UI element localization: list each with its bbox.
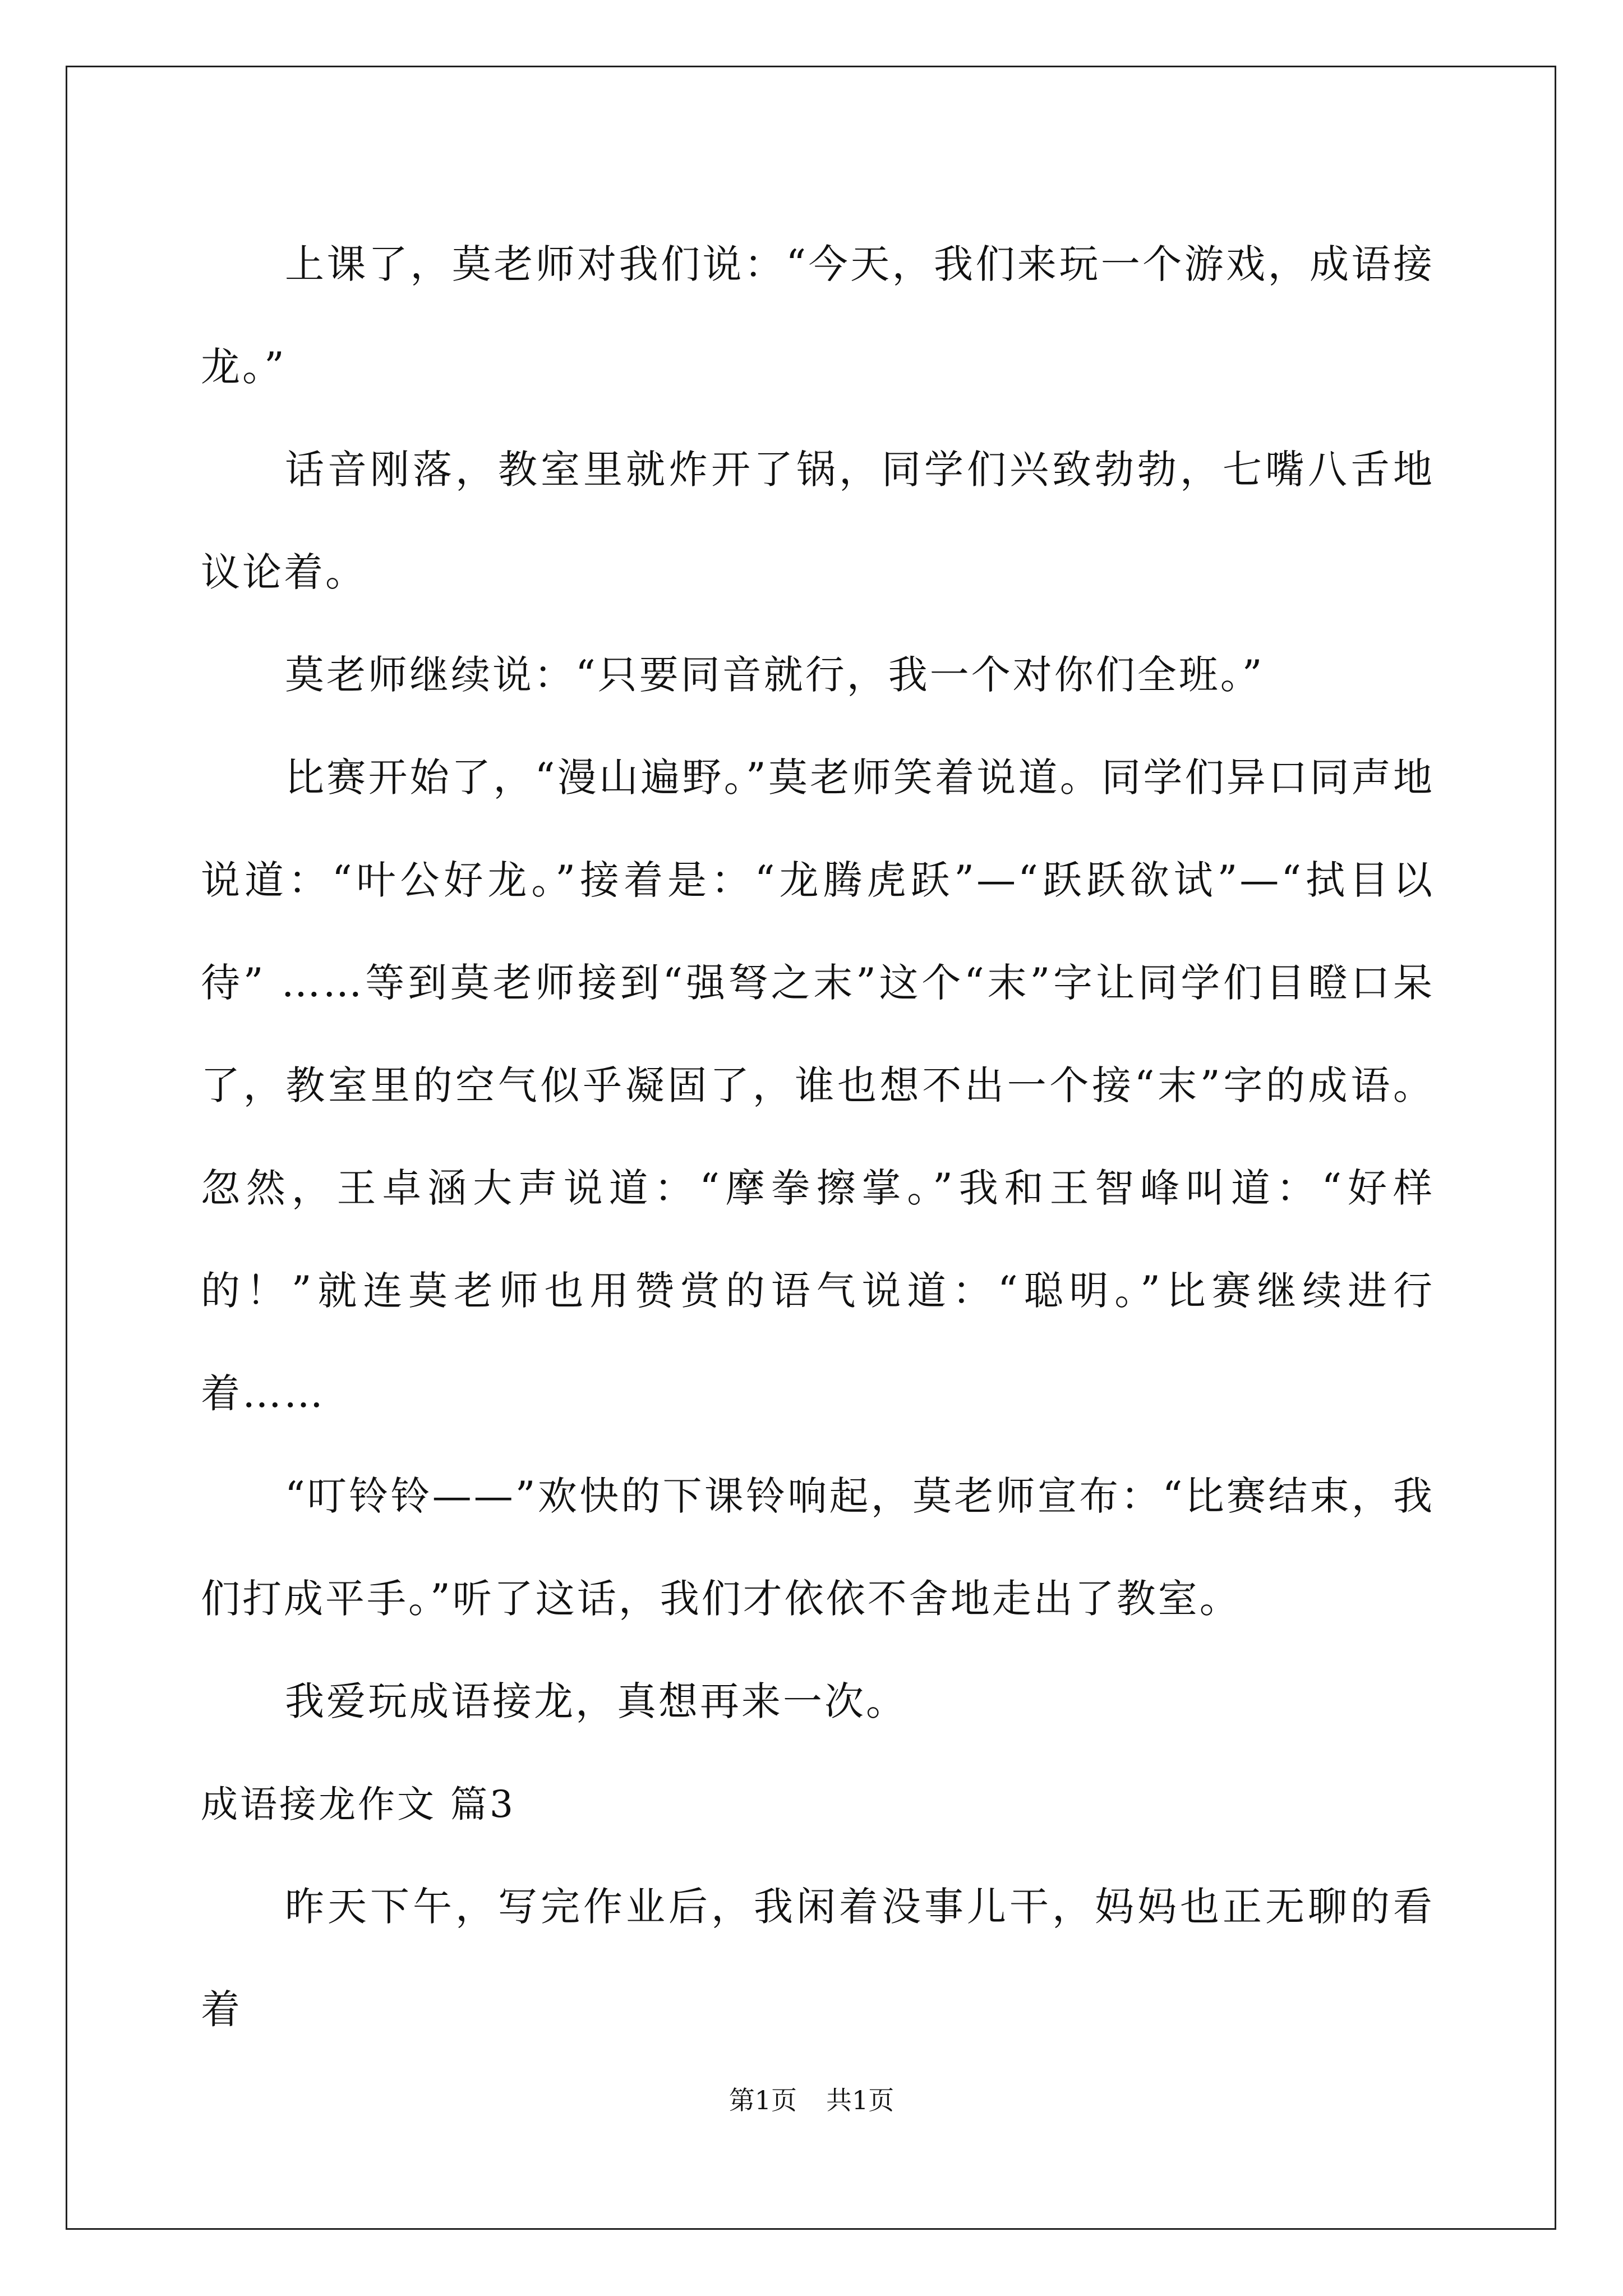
paragraph-7: 昨天下午，写完作业后，我闲着没事儿干，妈妈也正无聊的看着 <box>201 1884 1435 2032</box>
page-footer <box>0 2080 1623 2117</box>
paragraph-5: “叮铃铃——”欢快的下课铃响起，莫老师宣布：“比赛结束，我们打成平手。”听了这话，我们才依依不舍地走出了教室。 <box>201 1473 1435 1622</box>
page-number: 第1页 <box>728 2085 797 2115</box>
paragraph-1: 上课了，莫老师对我们说：“今天，我们来玩一个游戏，成语接龙。” <box>201 241 1435 390</box>
document-body <box>201 213 1435 2061</box>
page-total: 共1页 <box>826 2085 895 2115</box>
section-heading: 成语接龙作文 篇3 <box>201 1783 515 1826</box>
paragraph-4: 比赛开始了，“漫山遍野。”莫老师笑着说道。同学们异口同声地说道：“叶公好龙。”接着是：“龙腾虎跃”—“跃跃欲试”—“拭目以待” ……等到莫老师接到“强弩之末”这个“末”字让同学们目瞪口呆了，教室里的空气似乎凝固了，谁也想不出一个接“末”字的成语。忽然，王卓涵大声说道：“摩拳擦掌。”我和王智峰叫道：“好样的！”就连莫老师也用赞赏的语气说道：“聪明。”比赛继续进行着…… <box>201 754 1435 1416</box>
paragraph-3: 莫老师继续说：“只要同音就行，我一个对你们全班。” <box>285 652 1265 698</box>
paragraph-2: 话音刚落，教室里就炸开了锅，同学们兴致勃勃，七嘴八舌地议论着。 <box>201 447 1435 595</box>
paragraph-6: 我爱玩成语接龙，真想再来一次。 <box>285 1678 907 1724</box>
